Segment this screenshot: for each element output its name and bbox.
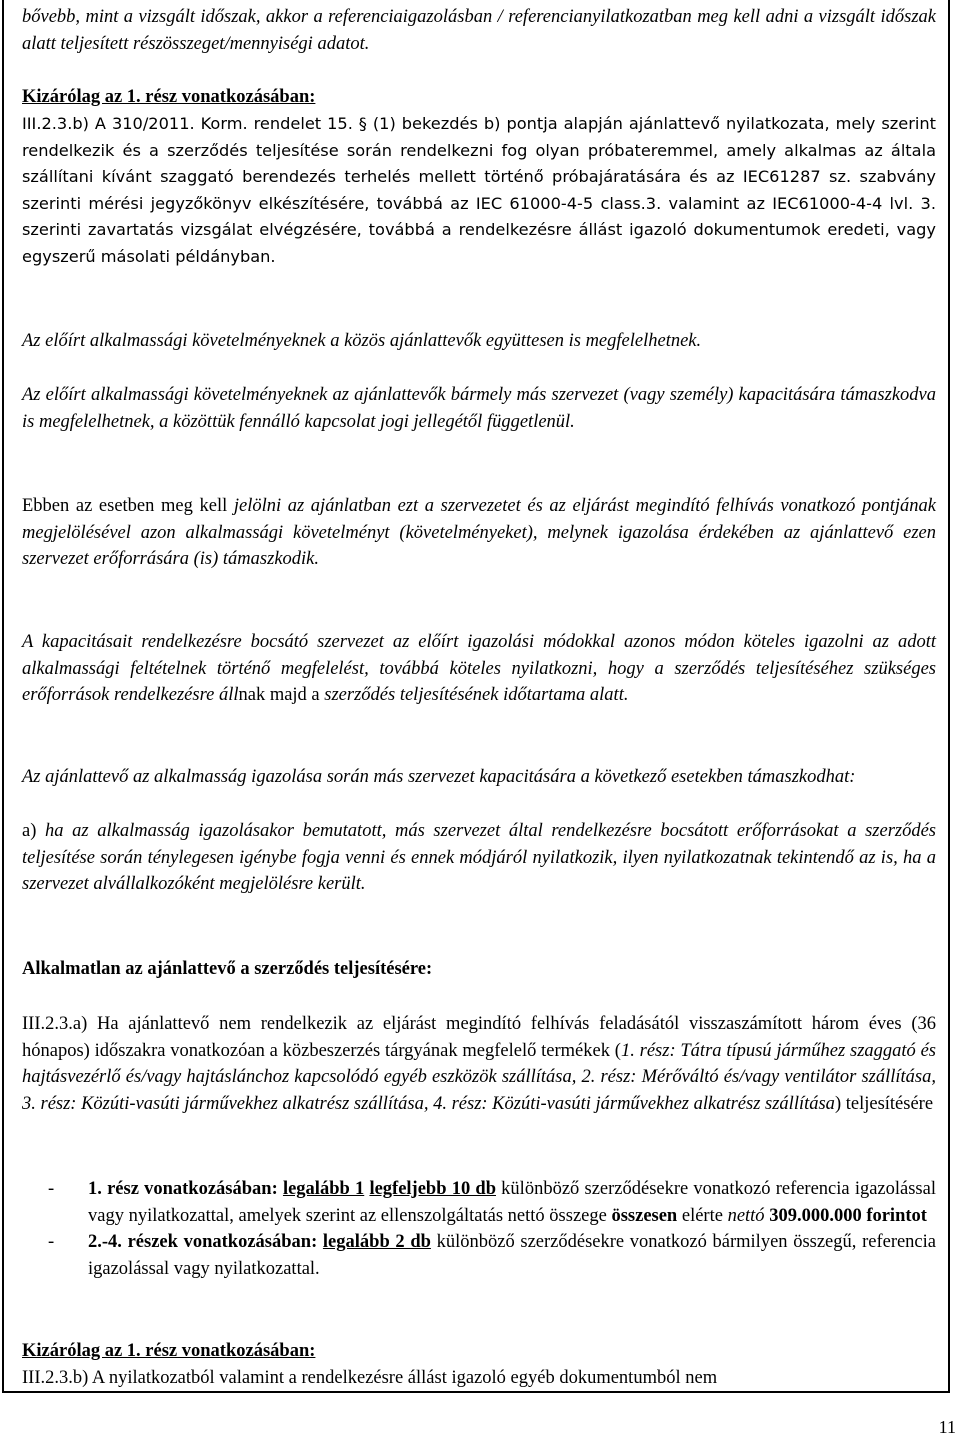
heading-part1-only-2: Kizárólag az 1. rész vonatkozásában: [22,1341,316,1361]
text-segment-italic: 1. rész [620,1040,670,1061]
paragraph-cases-intro: Az ajánlattevő az alkalmasság igazolása során más szervezet kapacitására a következő esetekben támaszkodhat: [22,767,856,787]
list-item [22,1229,936,1282]
text-segment: elérte [677,1205,728,1226]
heading-part1-only: Kizárólag az 1. rész vonatkozásában: [22,87,316,107]
list-dash: - [48,1232,55,1252]
paragraph-capacity-other-org: Az előírt alkalmassági követelményeknek az ajánlattevők bármely más szervezet (vagy személy) kapacitására támaszkodva is megfelelhetnek, a közöttük fennálló kapcsolat jogi jellegétől függetlenül. [22,385,936,432]
text-segment-bold: összesen [611,1205,678,1226]
text-segment: Ebben az esetben meg kell [22,496,234,516]
text-segment-italic: jelölni az ajánlatban ezt a szervezetet és az eljárást megindító felhívás vonatkozó pontjának megjelölésével azon alkalmassági követelményt (követelményeket), melynek igazolása érdekében az ajánlattevő ezen szervezet erőforrására (is) támaszkodik. [22,496,937,569]
list-item-part1-label: 1. rész vonatkozásában: [88,1179,278,1199]
text-segment: ) teljesítésére [834,1093,934,1114]
text-segment: III.2.3.a) Ha ajánlattevő nem rendelkezik az eljárást megindító felhívás feladásától visszaszámított három éves (36 hónapos) időszakra vonatkozóan a közbeszerzés tárgyának megfelelő termékek ( [22,1014,936,1061]
text-segment: a) [22,821,46,841]
text-segment: nak majd a [238,685,325,705]
paragraph-iii-2-3-b-test-room: III.2.3.b) A 310/2011. Korm. rendelet 15. § (1) bekezdés b) pontja alapján ajánlattevő nyilatkozata, mely szerint rendelkezik és a szerződés teljesítése során rendelkezni fog olyan próbateremmel, amely alkalmas az általa szállítani kívánt szaggató berendezés terhelés mellett történő próbajáratására és az IEC61287 sz. szabvány szerinti mérési jegyzőkönyv elkészítésére, továbbá az IEC 61000-4-5 class.3. valamint az IEC61000-4-4 lvl. 3. szerinti zavartatás vizsgálat elvégzésére, továbbá a rendelkezésre állást igazoló dokumentumok eredeti, vagy egyszerű másolati példányban. [22,114,936,266]
text-segment-italic: nettó [727,1205,765,1226]
text-segment-italic: ha az alkalmasság igazolásakor bemutatott, más szervezet által rendelkezésre bocsátott erőforrásokat a szerződés teljesítése során ténylegesen igénybe fogja venni és ennek módjáról nyilatkozik, ilyen nyilatkozatnak tekintendő az is, ha a szervezet alvállalkozóként megjelölésre került. [22,821,937,894]
text-segment-italic: z kapcsolódó egyéb eszközök szállítása, 2. rész: Mérőváltó és/vagy ventilátor szállítása, 3. rész: Közúti-vasúti járművekhez alkatrész szállítása, 4. rész: Közúti-vasúti járművekhez alkatrész szállítása [22,1067,936,1114]
page-number: 11 [938,1417,956,1437]
list-dash: - [48,1179,55,1199]
paragraph-iii-2-3-b: III.2.3.b) A nyilatkozatból valamint a rendelkezésre állást igazoló egyéb dokumentumból nem [22,1368,718,1388]
paragraph-capacity-provider [22,629,936,709]
min-reference-count: legalább 1 [282,1179,365,1199]
requirements-list [22,1176,936,1282]
list-item-parts2-4-label: 2.-4. részek vonatkozásában: [88,1232,318,1252]
heading-unsuitable: Alkalmatlan az ajánlattevő a szerződés teljesítésére: [22,959,433,979]
min-reference-count: legalább 2 db [322,1232,431,1252]
net-amount: 309.000.000 forintot [769,1205,927,1226]
text-segment: különböző szerződésekre vonatkozó bármilyen összegű, referencia igazolással vagy nyilatkozattal. [88,1232,936,1279]
list-item [22,1176,936,1229]
text-segment: különböző szerződésekre vonatkozó referencia igazolással vagy nyilatkozattal, amelyek szerint az ellenszolgáltatás nettó összege [88,1179,936,1226]
paragraph-joint-bidders: Az előírt alkalmassági követelményeknek a közös ajánlattevők együttesen is megfelelhetnek. [22,331,702,351]
text-segment-italic: : Tátra típusú járműhez szaggató és hajtásvezérlő és/vagy hajtásláncho [22,1040,936,1087]
paragraph-reference-partial: bővebb, mint a vizsgált időszak, akkor a referenciaigazolásban / referencianyilatkozatban meg kell adni a vizsgált időszak alatt teljesített részösszeget/mennyiségi adatot. [22,7,936,54]
paragraph-must-indicate [22,493,936,573]
paragraph-case-a [22,818,936,898]
paragraph-iii-2-3-a [22,1011,936,1117]
text-segment-italic: A kapacitásait rendelkezésre bocsátó szervezet az előírt igazolási módokkal azonos módon köteles igazolni az adott alkalmassági feltételnek történő megfelelést, továbbá köteles nyilatkozni, hogy a szerződés teljesítéséhez szükséges erőforrások rendelkezésre áll [22,632,936,705]
text-segment-italic: szerződés teljesítésének időtartama alatt. [324,685,629,705]
max-reference-count: legfeljebb 10 db [369,1179,496,1199]
